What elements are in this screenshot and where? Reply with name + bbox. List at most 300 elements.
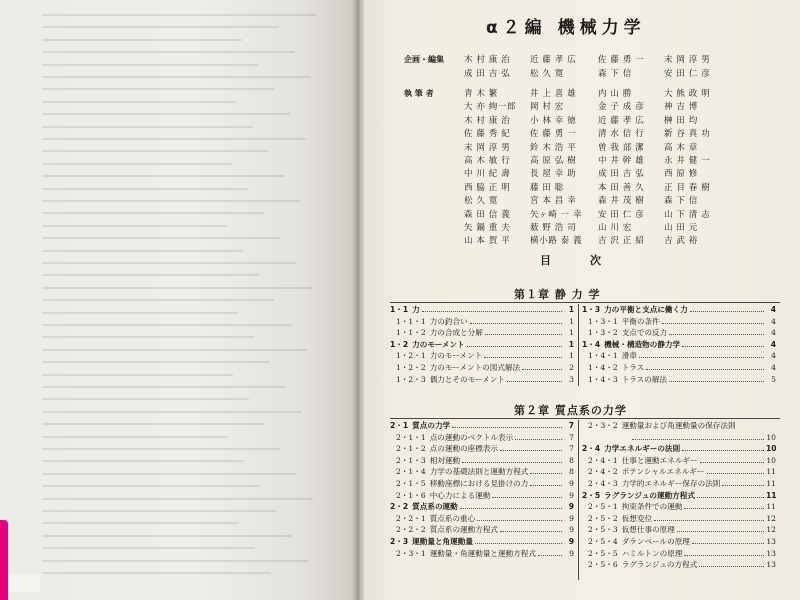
toc-entry xyxy=(390,548,574,560)
toc-entry xyxy=(582,316,776,328)
toc-entry-page: 10 xyxy=(766,432,776,442)
toc-leader-dots xyxy=(470,323,562,324)
toc-entry-number: 1・4・1 xyxy=(588,351,618,361)
toc-entry xyxy=(390,339,574,351)
toc-entry-title: 仮想変位 xyxy=(621,513,653,523)
author-name: 内 山 勝 xyxy=(598,89,632,99)
bleed-through-line xyxy=(42,287,312,289)
toc-entry-title: トラス xyxy=(621,362,645,372)
bleed-through-line xyxy=(42,14,316,16)
toc-leader-dots xyxy=(460,508,562,509)
toc-entry xyxy=(390,513,574,525)
toc-entry-number: 1・3 xyxy=(582,305,601,314)
toc-entry-page: 9 xyxy=(569,490,574,500)
toc-entry xyxy=(582,327,776,339)
toc-entry xyxy=(582,490,776,502)
toc-entry-page: 9 xyxy=(569,548,574,558)
toc-entry-title: 運動量・角運動量と運動方程式 xyxy=(429,548,536,558)
author-name: 青 木 繁 xyxy=(464,89,498,99)
toc-entry-title: 力 xyxy=(412,305,420,314)
toc-entry xyxy=(582,432,776,444)
toc-leader-dots xyxy=(477,520,562,521)
toc-entry xyxy=(582,339,776,351)
toc-leader-dots xyxy=(484,357,562,358)
toc-entry-number: 2・2 xyxy=(390,502,409,512)
author-name: 横小路 泰 義 xyxy=(530,236,583,247)
author-name: 大 亦 絢一郎 xyxy=(464,102,517,113)
toc-entry xyxy=(582,443,776,455)
toc-entry xyxy=(390,327,574,339)
toc-entry-title: 偶力とそのモーメント xyxy=(429,374,505,384)
author-name: 本 田 善 久 xyxy=(598,182,645,193)
toc-entry xyxy=(390,455,574,467)
toc-leader-dots xyxy=(697,497,764,498)
author-name: 永 井 健 一 xyxy=(664,156,711,166)
bleed-through-line xyxy=(42,572,271,574)
toc-entry-title: 力学の基礎法則と運動方程式 xyxy=(429,467,529,477)
toc-leader-dots xyxy=(452,427,562,428)
toc-entry-number: 1・2 xyxy=(390,339,409,349)
toc-entry-page: 8 xyxy=(569,467,574,477)
author-name: 神 吉 博 xyxy=(664,102,698,113)
toc-leader-dots xyxy=(500,450,562,451)
toc-leader-dots xyxy=(462,462,562,463)
toc-entry-page: 9 xyxy=(569,478,574,488)
author-name: 成 田 吉 弘 xyxy=(598,169,645,180)
toc-leader-dots xyxy=(700,462,764,463)
toc-entry-number: 2・4・3 xyxy=(588,478,618,488)
toc-entry-title: 力学的エネルギー保存の法則 xyxy=(621,478,721,488)
toc-leader-dots xyxy=(485,334,562,335)
toc-entry-number: 2・2・1 xyxy=(396,513,426,523)
toc-leader-dots xyxy=(707,473,765,474)
author-name: 高 原 弘 樹 xyxy=(530,156,577,166)
toc-entry-title: 機械・構造物の静力学 xyxy=(604,339,681,349)
toc-leader-dots xyxy=(662,323,764,324)
author-name: 中 井 幹 雄 xyxy=(598,156,645,166)
toc-entry-number: 2・3 xyxy=(390,536,409,546)
toc-heading: 目 次 xyxy=(540,254,615,267)
toc-entry-title: 点の運動のベクトル表示 xyxy=(429,432,514,442)
bleed-through-line xyxy=(42,26,279,28)
toc-entry-title: 移動座標における見掛けの力 xyxy=(429,478,529,488)
toc-entry xyxy=(582,536,776,548)
editor-name: 末 岡 淳 男 xyxy=(664,55,711,65)
editor-name: 安 田 仁 彦 xyxy=(664,68,711,79)
author-name: 安 田 仁 彦 xyxy=(598,209,645,220)
toc-entry xyxy=(582,455,776,467)
toc-entry-page: 11 xyxy=(766,502,776,512)
toc-entry-page: 4 xyxy=(770,339,776,349)
toc-entry-number: 2・5・2 xyxy=(588,513,618,523)
toc-entry-number: 2・5・1 xyxy=(588,502,618,512)
author-name: 森 下 信 xyxy=(664,196,698,207)
author-name: 曽 我 部 潔 xyxy=(598,142,645,153)
bleed-through-line xyxy=(42,262,296,264)
toc-entry-title: 力学エネルギーの法則 xyxy=(604,444,681,454)
author-name: 小 林 幸 徳 xyxy=(530,115,577,126)
toc-entry xyxy=(390,443,574,455)
toc-entry-page: 4 xyxy=(771,351,776,361)
toc-entry-page: 1 xyxy=(569,351,574,361)
bleed-through-line xyxy=(42,150,269,152)
bleed-through-line xyxy=(42,212,264,214)
toc-entry-number: 2・1・2 xyxy=(396,444,426,454)
toc-leader-dots xyxy=(530,485,562,486)
author-name: 西 原 修 xyxy=(664,169,698,180)
toc-entry-page: 13 xyxy=(766,560,776,570)
toc-entry-page: 4 xyxy=(771,316,776,326)
bleed-through-line xyxy=(42,126,253,128)
toc-leader-dots xyxy=(692,543,764,544)
chapter-2-rule xyxy=(390,418,780,419)
toc-entry-number: 2・5・5 xyxy=(588,548,618,558)
author-name: 矢 鍋 重 夫 xyxy=(464,223,511,233)
toc-leader-dots xyxy=(646,369,764,370)
toc-entry xyxy=(582,559,776,571)
bleed-through-line xyxy=(42,535,292,537)
bleed-through-line xyxy=(42,163,232,165)
author-name: 松 久 寛 xyxy=(464,196,498,207)
toc-entry-number: 2・5・6 xyxy=(588,560,618,570)
editor-name: 森 下 信 xyxy=(598,68,632,79)
toc-entry-page: 4 xyxy=(770,305,776,314)
bleed-through-line xyxy=(42,349,307,351)
bleed-through-line xyxy=(42,460,244,462)
toc-entry-number: 1・2・2 xyxy=(396,362,426,372)
toc-leader-dots xyxy=(507,381,562,382)
left-page xyxy=(0,0,356,600)
book-title: α２編 機械力学 xyxy=(486,18,646,38)
authors-label: 執 筆 者 xyxy=(404,89,434,98)
toc-entry-page: 7 xyxy=(569,444,574,454)
toc-entry xyxy=(390,524,574,536)
bleed-through-line xyxy=(42,64,258,66)
toc-leader-dots xyxy=(722,485,764,486)
toc-entry-title: ラグランジュの運動方程式 xyxy=(604,490,695,500)
toc-entry-page: 7 xyxy=(569,432,574,442)
bleed-through-line xyxy=(42,299,275,301)
chapter-1-title: 第１章 静 力 学 xyxy=(514,288,601,301)
toc-entry-title: 質点系の運動方程式 xyxy=(429,525,499,535)
author-name: 山 田 元 xyxy=(664,223,698,233)
bleed-through-line xyxy=(42,76,311,78)
toc-entry xyxy=(390,304,574,316)
bleed-through-line xyxy=(42,361,270,363)
toc-entry xyxy=(390,466,574,478)
toc-entry xyxy=(390,374,574,386)
toc-entry-title: 質点系の運動 xyxy=(412,502,458,512)
pink-sticky-tab xyxy=(0,520,8,600)
toc-entry xyxy=(582,513,776,525)
toc-entry-number: 1・1・1 xyxy=(396,316,426,326)
toc-entry-number: 2・4 xyxy=(582,444,601,454)
toc-entry-page: 8 xyxy=(569,455,574,465)
toc-leader-dots xyxy=(684,508,764,509)
toc-entry-page: 7 xyxy=(568,421,574,430)
toc-entry-number: 2・4・2 xyxy=(588,467,618,477)
toc-entry-number: 2・1・4 xyxy=(396,467,426,477)
toc-entry-title: 支点での反力 xyxy=(621,328,668,338)
toc-entry xyxy=(390,478,574,490)
toc-entry-number: 1・3・2 xyxy=(588,328,618,338)
toc-entry-title: 力のモーメント xyxy=(412,339,465,349)
toc-leader-dots xyxy=(669,381,764,382)
bleed-through-line xyxy=(42,436,228,438)
author-name: 鈴 木 浩 平 xyxy=(530,142,577,153)
toc-entry-title: 質点の力学 xyxy=(412,421,451,430)
author-name: 高 木 敏 行 xyxy=(464,156,511,166)
bleed-through-line xyxy=(42,225,227,227)
toc-entry xyxy=(582,501,776,513)
toc-entry-number: 2・1・1 xyxy=(396,432,426,442)
author-name: 矢ヶ崎 一 幸 xyxy=(530,209,583,220)
bleed-through-line xyxy=(42,101,237,103)
toc-leader-dots xyxy=(515,439,562,440)
toc-entry-page: 1 xyxy=(569,316,574,326)
toc-entry-number: 1・2・3 xyxy=(396,374,426,384)
toc-leader-dots xyxy=(530,473,562,474)
author-name: 吉 沢 正 紹 xyxy=(598,236,645,247)
bleed-through-line xyxy=(42,113,290,115)
author-name: 井 上 喜 雄 xyxy=(530,89,577,99)
bleed-through-line xyxy=(42,324,291,326)
bleed-through-line xyxy=(42,250,243,252)
author-name: 金 子 成 彦 xyxy=(598,102,645,113)
toc-entry-page: 10 xyxy=(766,455,776,465)
author-name: 佐 藤 勇 一 xyxy=(530,129,577,140)
editor-name: 近 藤 孝 広 xyxy=(530,55,577,65)
toc-entry-title: 中心力による運動 xyxy=(429,490,491,500)
toc-entry-number: 2・1・3 xyxy=(396,455,426,465)
chapter-2-column-divider xyxy=(578,420,579,580)
toc-entry-page: 11 xyxy=(766,478,776,488)
toc-entry-title: 力のモーメント xyxy=(429,351,483,361)
toc-entry xyxy=(390,420,574,432)
author-name: 榊 田 均 xyxy=(664,115,698,126)
toc-entry-title: 運動量と角運動量 xyxy=(412,536,473,546)
toc-leader-dots xyxy=(677,531,764,532)
toc-leader-dots xyxy=(669,334,764,335)
editor-name: 松 久 寛 xyxy=(530,68,564,79)
author-name: 山 川 宏 xyxy=(598,223,632,233)
author-name: 薮 野 浩 司 xyxy=(530,223,577,233)
toc-entry-title: 点の運動の座標表示 xyxy=(429,444,499,454)
toc-entry xyxy=(582,548,776,560)
author-name: 中 川 紀 壽 xyxy=(464,169,511,180)
toc-entry-title: トラスの解法 xyxy=(621,374,668,384)
bleed-through-line xyxy=(42,175,285,177)
bleed-through-line xyxy=(42,560,308,562)
chapter-1-left-column xyxy=(390,304,574,385)
toc-entry-title: ラグランジュの方程式 xyxy=(621,560,698,570)
toc-entry-page: 12 xyxy=(766,513,776,523)
bleed-through-line xyxy=(42,398,249,400)
toc-entry xyxy=(390,490,574,502)
author-name: 佐 藤 秀 紀 xyxy=(464,129,511,140)
toc-entry-title: 滑車 xyxy=(621,351,637,361)
bleed-through-line xyxy=(42,188,248,190)
toc-entry xyxy=(582,362,776,374)
toc-entry-number: 1・3・1 xyxy=(588,316,618,326)
toc-entry-number: 2・3・2 xyxy=(588,421,618,430)
toc-entry xyxy=(390,432,574,444)
toc-entry-title: 拘束条件での運動 xyxy=(621,502,683,512)
toc-entry-page: 11 xyxy=(766,467,776,477)
editor-name: 成 田 吉 弘 xyxy=(464,68,511,79)
toc-entry xyxy=(582,350,776,362)
toc-entry-number: 1・4・3 xyxy=(588,374,618,384)
toc-entry-title: ハミルトンの原理 xyxy=(621,548,683,558)
right-page xyxy=(364,0,800,600)
toc-entry-title: ポテンシャルエネルギー xyxy=(621,467,705,477)
toc-entry-page: 9 xyxy=(569,513,574,523)
toc-entry-page: 9 xyxy=(568,502,574,512)
author-name: 清 水 信 行 xyxy=(598,129,645,140)
toc-entry-title: 力の合成と分解 xyxy=(429,328,483,338)
toc-entry-page: 11 xyxy=(766,490,777,500)
bleed-through-line xyxy=(42,423,265,425)
toc-entry-page: 2 xyxy=(569,362,574,372)
toc-entry-page: 5 xyxy=(771,374,776,384)
toc-entry-number: 2・5 xyxy=(582,490,601,500)
toc-entry xyxy=(582,524,776,536)
toc-entry-page: 9 xyxy=(569,525,574,535)
author-name: 森 田 信 義 xyxy=(464,209,511,220)
toc-entry xyxy=(390,536,574,548)
toc-entry-title: ダランベールの原理 xyxy=(621,536,690,546)
toc-entry-number: 2・5・3 xyxy=(588,525,618,535)
toc-entry-page: 1 xyxy=(569,328,574,338)
chapter-2-title: 第２章 質点系の力学 xyxy=(514,404,627,417)
bleed-through-line xyxy=(42,374,233,376)
toc-entry-page: 9 xyxy=(568,536,574,546)
toc-entry xyxy=(390,316,574,328)
toc-leader-dots xyxy=(699,566,764,567)
bleed-through-line xyxy=(42,88,274,90)
toc-leader-dots xyxy=(538,555,562,556)
toc-entry-title: 相対運動 xyxy=(429,455,461,465)
author-name: 西 脇 正 明 xyxy=(464,182,511,193)
toc-entry xyxy=(390,350,574,362)
bleed-through-line xyxy=(42,411,302,413)
toc-entry-title: 力のモーメントの図式解法 xyxy=(429,362,521,372)
toc-entry-number: 2・2・2 xyxy=(396,525,426,535)
toc-entry-number: 2・1 xyxy=(390,421,409,430)
toc-leader-dots xyxy=(475,543,562,544)
toc-entry-number: 2・3・1 xyxy=(396,548,426,558)
toc-entry-number: 1・1・2 xyxy=(396,328,426,338)
author-name: 大 熊 政 明 xyxy=(664,89,711,99)
bleed-through-line xyxy=(42,547,255,549)
toc-entry-number: 2・5・4 xyxy=(588,536,618,546)
bleed-through-line xyxy=(42,485,260,487)
bleed-through-line xyxy=(42,498,313,500)
chapter-2-left-column xyxy=(390,420,574,559)
author-name: 藤 田 聡 xyxy=(530,182,564,193)
toc-leader-dots xyxy=(690,311,764,312)
bleed-through-line xyxy=(42,448,281,450)
toc-entry xyxy=(582,478,776,490)
toc-entry-page: 4 xyxy=(771,362,776,372)
author-name: 宮 本 昌 幸 xyxy=(530,196,577,207)
toc-leader-dots xyxy=(654,520,764,521)
editor-name: 木 村 康 治 xyxy=(464,55,511,65)
toc-entry-title: 運動量および角運動量の保存法則 xyxy=(621,421,736,430)
toc-entry-number: 1・4・2 xyxy=(588,362,618,372)
toc-entry-title: 力の釣合い xyxy=(429,316,468,326)
toc-entry xyxy=(582,304,776,316)
bleed-through-line xyxy=(42,39,242,41)
chapter-1-rule xyxy=(390,302,780,303)
chapter-2-right-column xyxy=(582,420,776,571)
toc-leader-dots xyxy=(492,497,562,498)
author-name: 長 屋 幸 助 xyxy=(530,169,577,180)
toc-entry-page: 1 xyxy=(568,339,574,349)
toc-leader-dots xyxy=(639,357,764,358)
toc-leader-dots xyxy=(422,311,562,312)
toc-entry xyxy=(390,501,574,513)
author-name: 岡 村 宏 xyxy=(530,102,564,113)
toc-entry-page: 13 xyxy=(766,548,776,558)
toc-leader-dots xyxy=(467,346,562,347)
toc-leader-dots xyxy=(632,439,764,440)
toc-entry-title: 質点系の重心 xyxy=(429,513,476,523)
toc-leader-dots xyxy=(684,555,764,556)
author-name: 近 藤 孝 広 xyxy=(598,115,645,126)
chapter-1-right-column xyxy=(582,304,776,385)
editors-label: 企画・編集 xyxy=(404,55,444,64)
bleed-through-line xyxy=(42,510,276,512)
author-name: 木 村 康 治 xyxy=(464,115,511,126)
bleed-through-line xyxy=(42,336,254,338)
toc-entry xyxy=(390,362,574,374)
toc-leader-dots xyxy=(522,369,562,370)
author-name: 吉 武 裕 xyxy=(664,236,698,247)
author-name: 新 谷 真 功 xyxy=(664,129,711,140)
author-name: 高 木 章 xyxy=(664,142,698,153)
toc-entry-number: 1・4 xyxy=(582,339,601,349)
toc-entry-page: 13 xyxy=(766,536,776,546)
toc-leader-dots xyxy=(682,346,764,347)
toc-entry-title: 仮想仕事の原理 xyxy=(621,525,675,535)
toc-entry-page: 3 xyxy=(569,374,574,384)
author-name: 末 岡 淳 男 xyxy=(464,142,511,153)
bleed-through-line xyxy=(42,386,286,388)
toc-entry-title: 力の平衡と支点に働く力 xyxy=(604,305,688,314)
toc-entry xyxy=(582,420,776,432)
editor-name: 佐 藤 勇 一 xyxy=(598,55,645,65)
bleed-through-line xyxy=(42,312,238,314)
author-name: 山 本 賀 平 xyxy=(464,236,511,247)
toc-leader-dots xyxy=(500,531,562,532)
bleed-through-line xyxy=(42,200,301,202)
bleed-through-line xyxy=(42,138,306,140)
toc-entry xyxy=(582,466,776,478)
bleed-through-line xyxy=(42,237,280,239)
toc-entry-page: 4 xyxy=(771,328,776,338)
toc-entry xyxy=(582,374,776,386)
toc-entry-number: 2・1・5 xyxy=(396,478,426,488)
toc-entry-number: 2・4・1 xyxy=(588,455,618,465)
toc-entry-page: 1 xyxy=(568,305,574,314)
author-name: 森 井 茂 樹 xyxy=(598,196,645,207)
author-name: 正 目 春 樹 xyxy=(664,182,711,193)
toc-entry-number: 1・1 xyxy=(390,305,409,314)
toc-entry-title: 平衡の条件 xyxy=(621,316,660,326)
toc-leader-dots xyxy=(682,450,764,451)
bleed-through-line xyxy=(42,274,259,276)
